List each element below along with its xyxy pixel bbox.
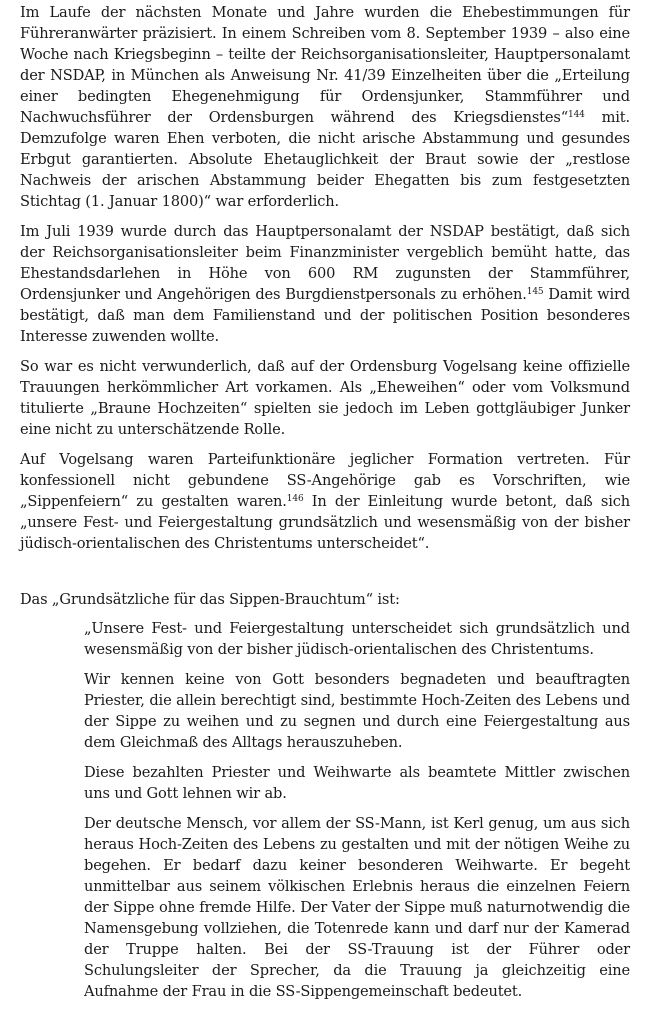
document-page <box>20 2 630 1011</box>
paragraph-ehestandsdarlehen: Im Juli 1939 wurde durch das Hauptpersonalamt der NSDAP bestätigt, daß sich der Reichsorganisationsleiter beim Finanzminister vergeblich bemüht hatte, das Ehestandsdarlehen in Höhe von 600 RM zugunsten der Stammführer, Ordensjunker und Angehörigen des Burgdienstpersonals zu erhöhen.$^{145}$ Damit wird bestätigt, daß man dem Familienstand und der politischen Position besonderes Interesse zuwenden wollte. <box>20 223 630 345</box>
section-gap <box>20 563 630 589</box>
quote-paragraph: Der deutsche Mensch, vor allem der SS-Mann, ist Kerl genug, um aus sich heraus Hoch-Zeiten des Lebens zu gestalten und mit der nötigen Weihe zu begehen. Er bedarf dazu keiner besonderen Weihwarte. Er begeht unmittelbar aus seinem völkischen Erlebnis heraus die einzelnen Feiern der Sippe ohne fremde Hilfe. Der Vater der Sippe muß naturnotwendig die Namensgebung vollziehen, die Totenrede kann und darf nur der Kamerad der Truppe halten. Bei der SS-Trauung ist der Führer oder Schulungsleiter der Sprecher, da die Trauung ja gleichzeitig eine Aufnahme der Frau in die SS-Sippengemeinschaft bedeutet. <box>84 815 630 1000</box>
quote-paragraph: „Unsere Fest- und Feiergestaltung unterscheidet sich grundsätzlich und wesensmäßig von der bisher jüdisch-orientalischen des Christentums. <box>84 620 630 658</box>
block-quote <box>84 618 630 1002</box>
quote-paragraph: Diese bezahlten Priester und Weihwarte als beamtete Mittler zwischen uns und Gott lehnen wir ab. <box>84 764 630 802</box>
quote-paragraph: Wir kennen keine von Gott besonders begnadeten und beauftragten Priester, die allein berechtigt sind, bestimmte Hoch-Zeiten des Lebens und der Sippe zu weihen und zu segnen und durch eine Feiergestaltung aus dem Gleichmaß des Alltags herauszuheben. <box>84 671 630 751</box>
footnote-ref-146[interactable]: 146 <box>286 494 304 504</box>
footnote-ref-144[interactable]: 144 <box>568 110 585 120</box>
footnote-ref-145[interactable]: 145 <box>526 287 544 297</box>
paragraph-braune-hochzeiten: So war es nicht verwunderlich, daß auf der Ordensburg Vogelsang keine offizielle Trauungen herkömmlicher Art vorkamen. Als „Eheweihen“ oder vom Volksmund titulierte „Braune Hochzeiten“ spielten sie jedoch im Leben gottgläubiger Junker eine nicht zu unterschätzende Rolle. <box>20 358 630 438</box>
paragraph-sippenfeiern: Auf Vogelsang waren Parteifunktionäre jeglicher Formation vertreten. Für konfessionell nicht gebundene SS-Angehörige gab es Vorschriften, wie „Sippenfeiern“ zu gestalten waren.$^{146}$ In der Einleitung wurde betont, daß sich „unsere Fest- und Feiergestaltung grundsätzlich und wesensmäßig von der bisher jüdisch-orientalischen des Christentums unterscheidet“. <box>20 451 630 552</box>
paragraph-ehebestimmungen: Im Laufe der nächsten Monate und Jahre wurden die Ehebestimmungen für Führeranwärter präzisiert. In einem Schreiben vom 8. September 1939 – also eine Woche nach Kriegsbeginn – teilte der Reichsorganisationsleiter, Hauptpersonalamt der NSDAP, in München als Anweisung Nr. 41/39 Einzelheiten über die „Erteilung einer bedingten Ehegenehmigung für Ordensjunker, Stammführer und Nachwuchsführer der Ordensburgen während des Kriegsdienstes“$^{144}$ mit. Demzufolge waren Ehen verboten, die nicht arische Abstammung und gesundes Erbgut garantierten. Absolute Ehetauglichkeit der Braut sowie der „restlose Nachweis der arischen Abstammung beider Ehegatten bis zum festgesetzten Stichtag (1. Januar 1800)“ war erforderlich. <box>20 4 630 210</box>
quote-introduction: Das „Grundsätzliche für das Sippen-Brauchtum“ ist: <box>20 591 400 608</box>
